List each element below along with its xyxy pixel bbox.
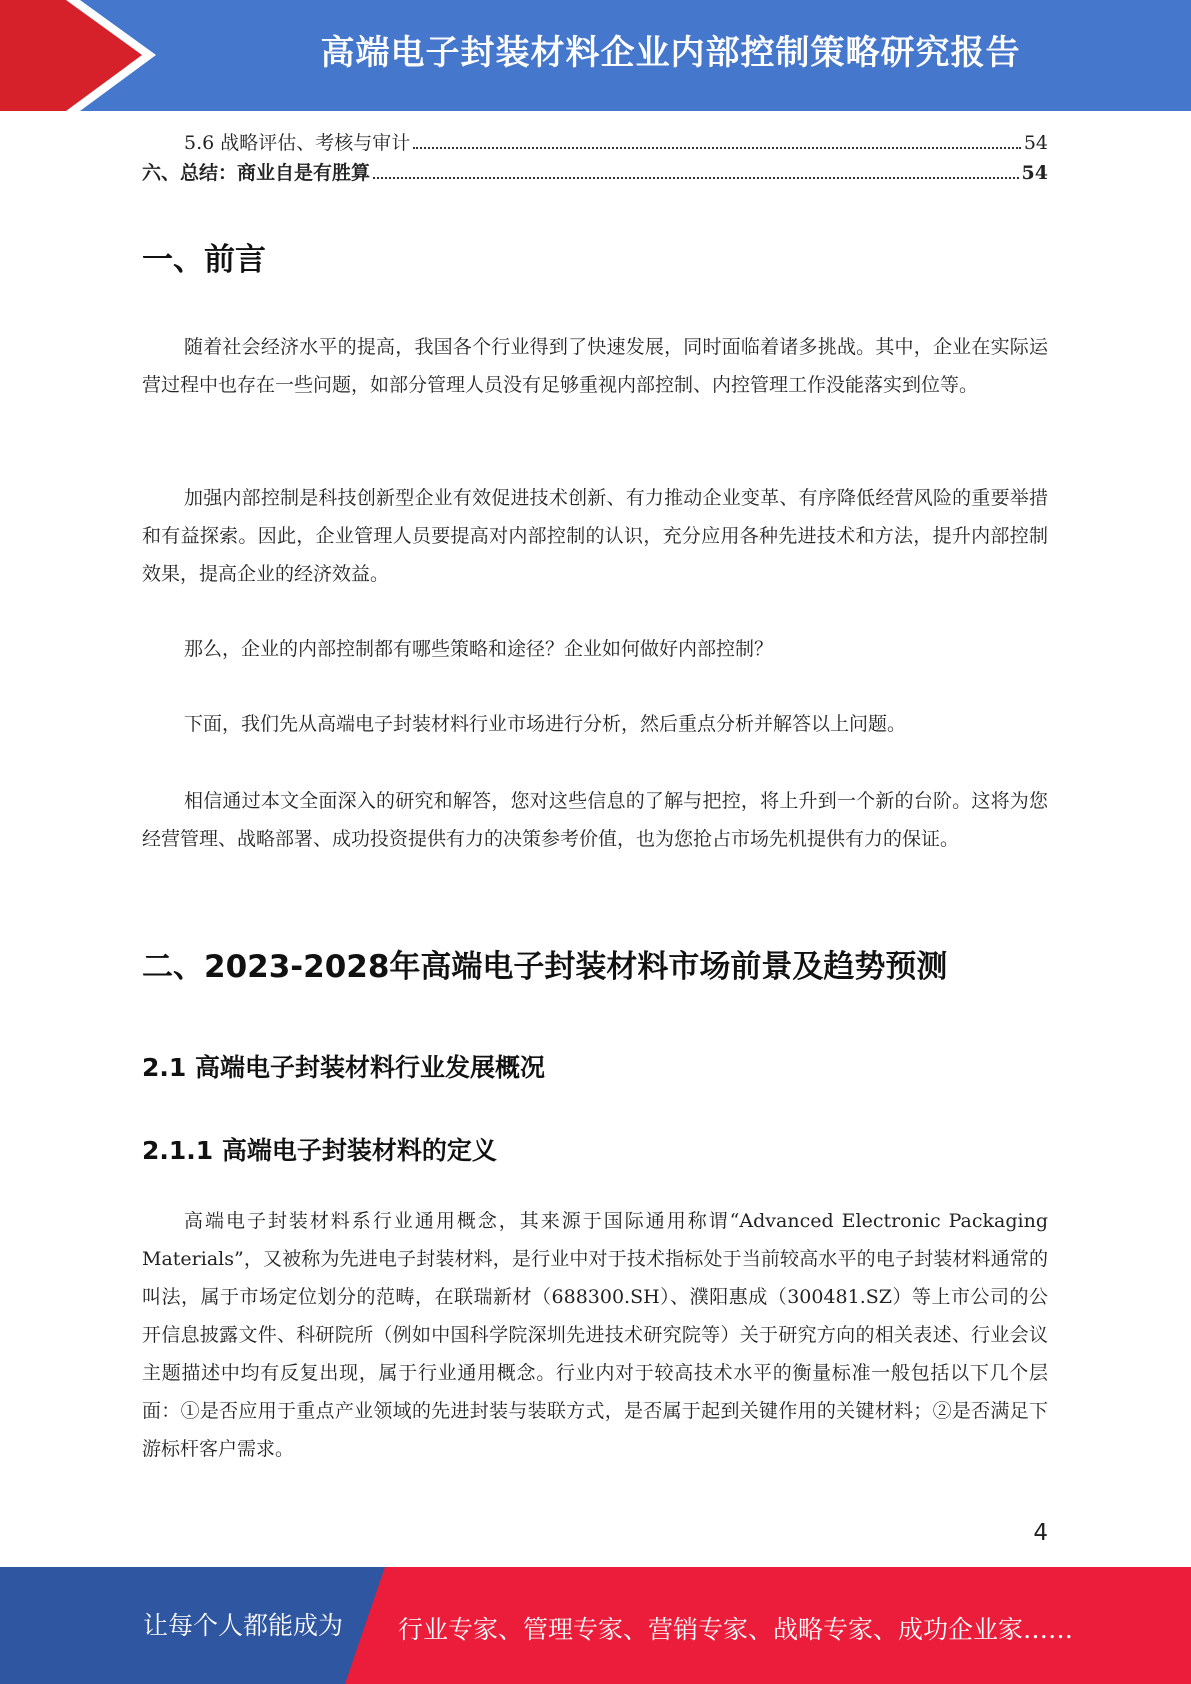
toc-leader-dots — [373, 177, 1019, 179]
report-title: 高端电子封装材料企业内部控制策略研究报告 — [320, 33, 1021, 73]
toc-entry-label: 六、总结：商业自是有胜算 — [142, 162, 371, 184]
table-of-contents — [142, 128, 1048, 188]
paragraph: 高端电子封装材料系行业通用概念，其来源于国际通用称谓“Advanced Electronic Packaging Materials”，又被称为先进电子封装材料，是行业中对于技术指标处于当前较高水平的电子封装材料通常的叫法，属于市场定位划分的范畴，在联瑞新材（688300.SH）、濮阳惠成（300481.SZ）等上市公司的公开信息披露文件、科研院所（例如中国科学院深圳先进技术研究院等）关于研究方向的相关表述、行业会议主题描述中均有反复出现，属于行业通用概念。行业内对于较高技术水平的衡量标准一般包括以下几个层面：①是否应用于重点产业领域的先进封装与装联方式，是否属于起到关键作用的关键材料；②是否满足下游标杆客户需求。 — [142, 1210, 1048, 1460]
subsection-heading: 2.1.1 高端电子封装材料的定义 — [142, 1136, 497, 1165]
footer-slogan-left: 让每个人都能成为 — [143, 1611, 344, 1640]
toc-entry-page: 54 — [1023, 132, 1048, 154]
paragraph: 下面，我们先从高端电子封装材料行业市场进行分析，然后重点分析并解答以上问题。 — [184, 713, 907, 735]
paragraph: 那么，企业的内部控制都有哪些策略和途径？企业如何做好内部控制？ — [184, 638, 774, 660]
page-number: 4 — [1033, 1520, 1048, 1546]
subsection-heading: 2.1 高端电子封装材料行业发展概况 — [142, 1053, 545, 1082]
section-heading-market-forecast: 二、2023-2028年高端电子封装材料市场前景及趋势预测 — [142, 949, 948, 985]
section-heading-preface: 一、前言 — [142, 242, 266, 278]
paragraph: 加强内部控制是科技创新型企业有效促进技术创新、有力推动企业变革、有序降低经营风险的重要举措和有益探索。因此，企业管理人员要提高对内部控制的认识，充分应用各种先进技术和方法，提升内部控制效果，提高企业的经济效益。 — [142, 487, 1048, 585]
toc-entry-label: 5.6 战略评估、考核与审计 — [184, 132, 411, 154]
toc-leader-dots — [413, 147, 1021, 149]
page-footer — [0, 1567, 1191, 1684]
toc-entry-page: 54 — [1021, 162, 1048, 184]
toc-entry[interactable] — [142, 158, 1048, 188]
toc-entry[interactable] — [142, 128, 1048, 158]
paragraph: 随着社会经济水平的提高，我国各个行业得到了快速发展，同时面临着诸多挑战。其中，企业在实际运营过程中也存在一些问题，如部分管理人员没有足够重视内部控制、内控管理工作没能落实到位等。 — [142, 336, 1048, 396]
page-header — [0, 0, 1191, 111]
footer-slogan-right: 行业专家、管理专家、营销专家、战略专家、成功企业家…… — [398, 1615, 1074, 1644]
header-red-arrow — [0, 0, 150, 111]
paragraph: 相信通过本文全面深入的研究和解答，您对这些信息的了解与把控，将上升到一个新的台阶。这将为您经营管理、战略部署、成功投资提供有力的决策参考价值，也为您抢占市场先机提供有力的保证。 — [142, 790, 1048, 850]
